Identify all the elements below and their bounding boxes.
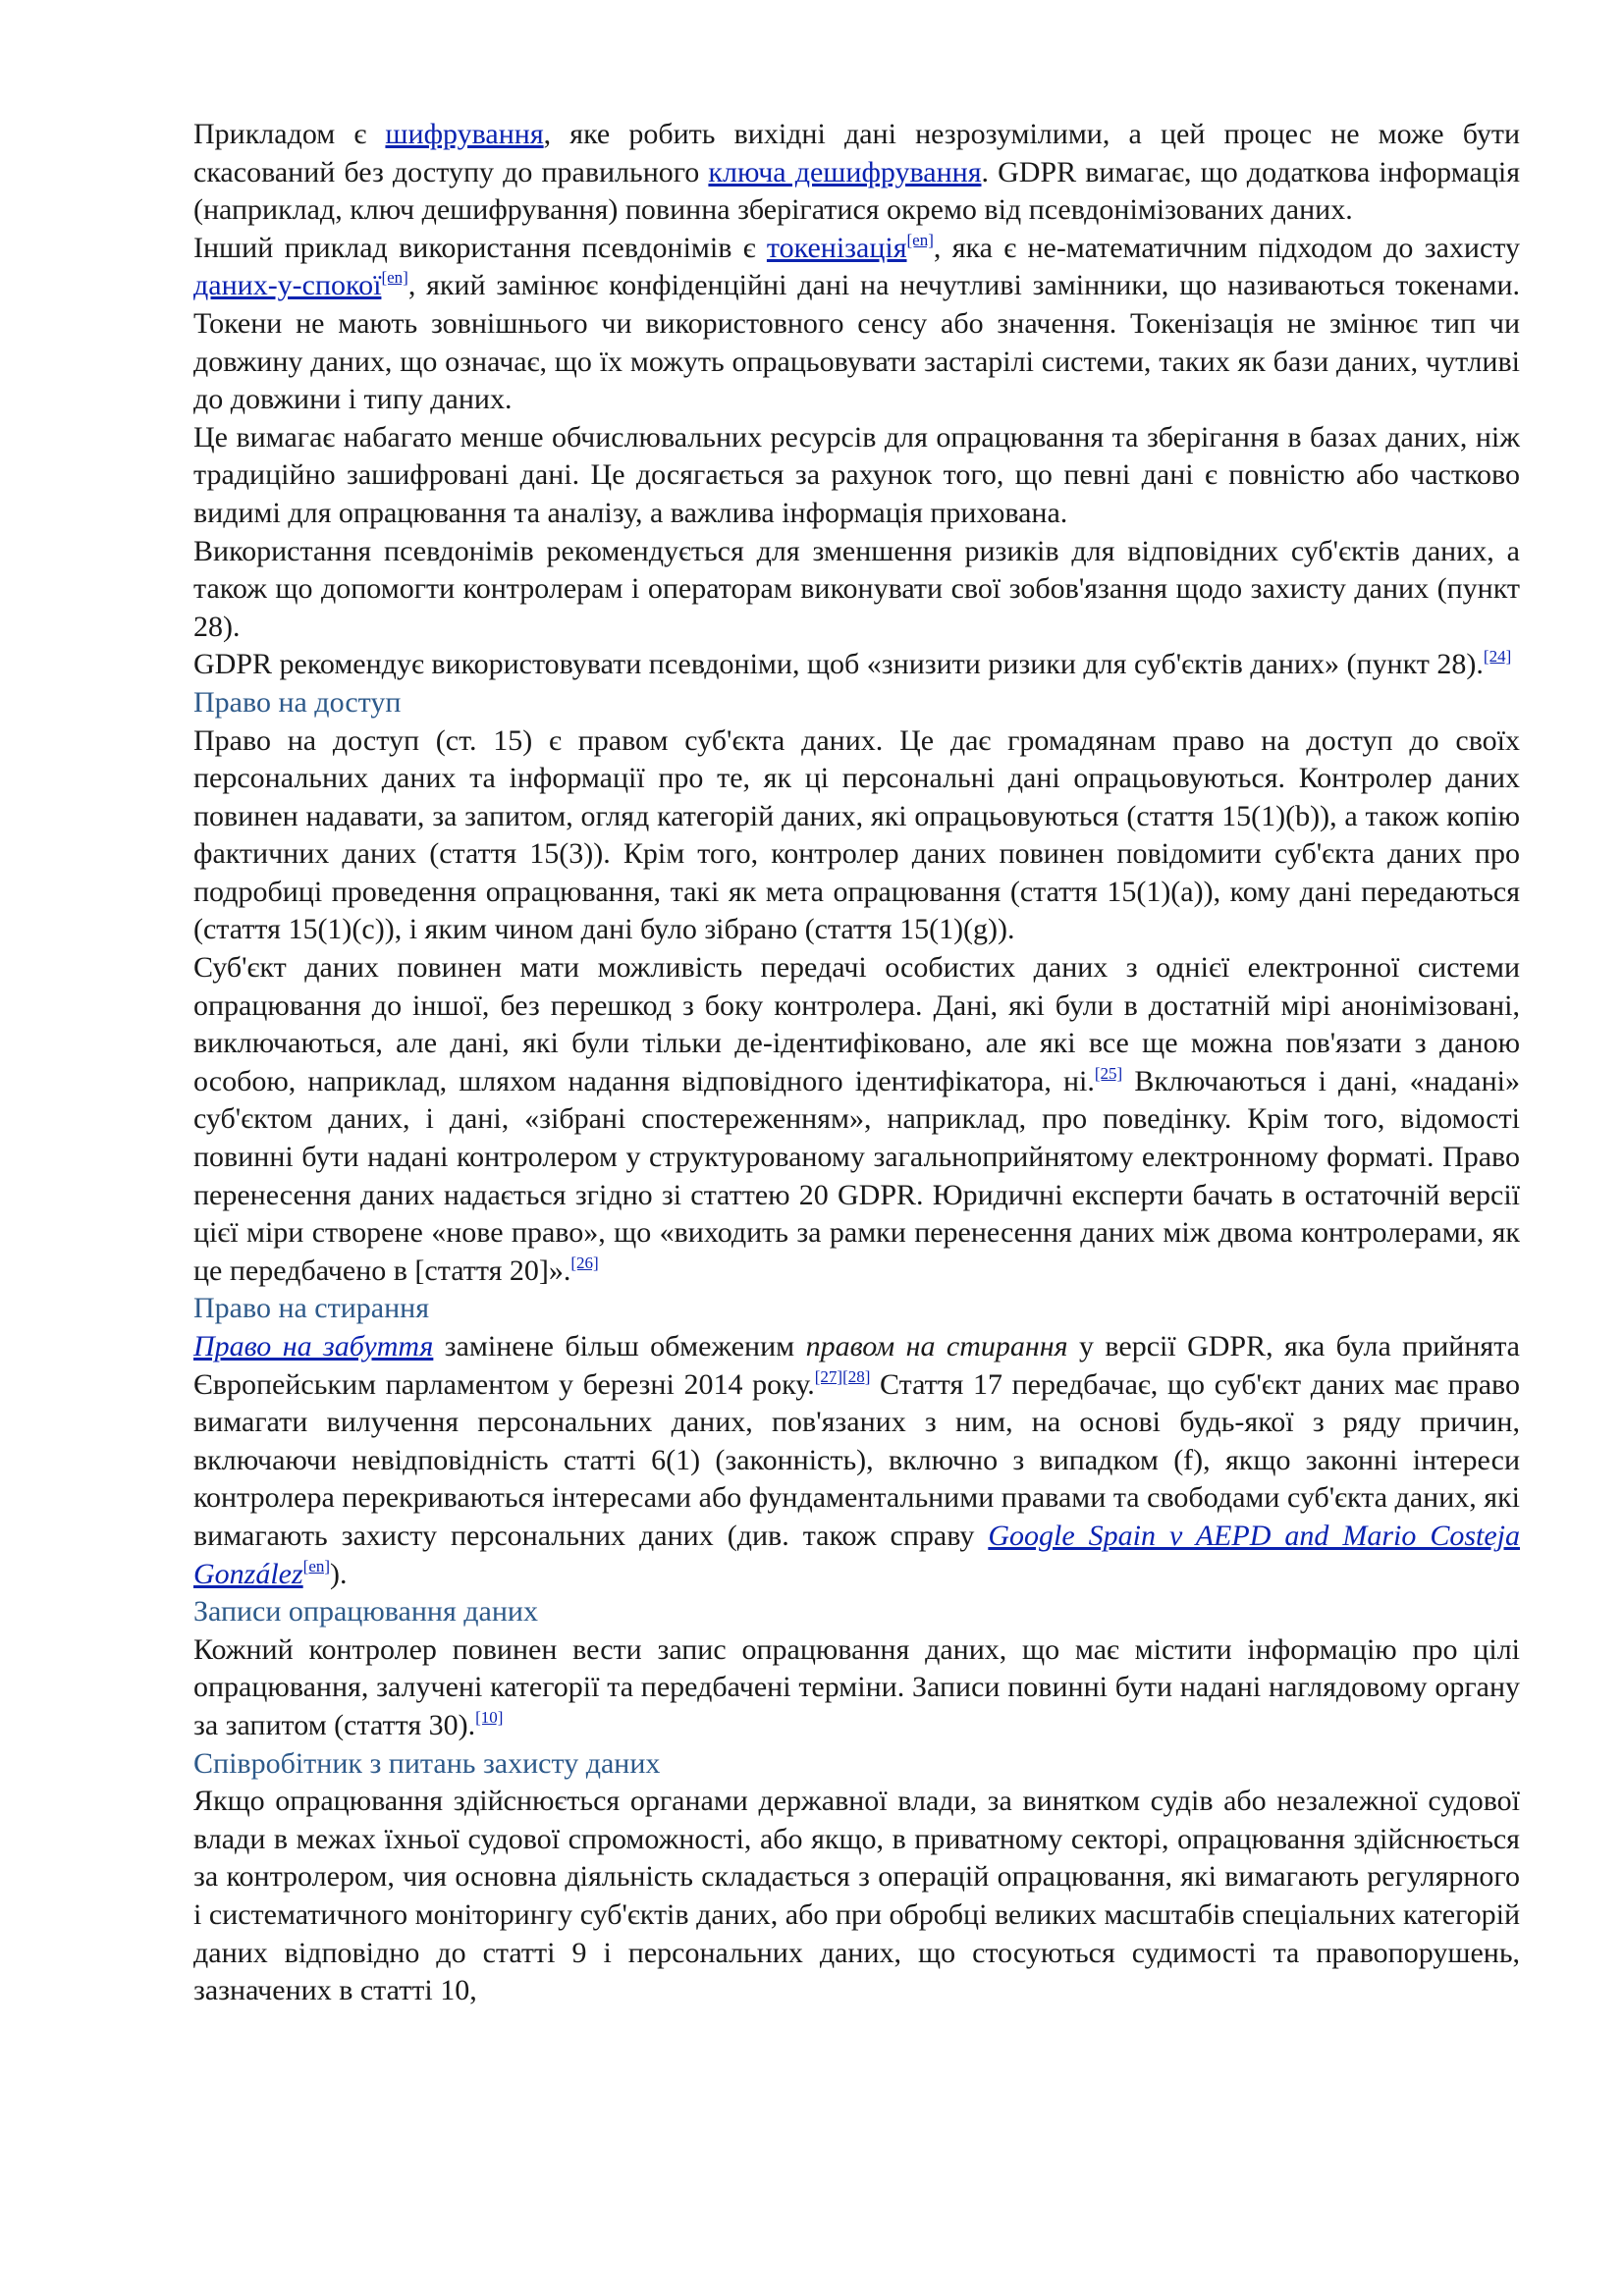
ref-10[interactable]: [10]: [475, 1707, 504, 1727]
paragraph-encryption: Прикладом є шифрування, яке робить вихідні дані незрозумілими, а цей процес не може бути скасований без доступу до правильного ключа дешифрування. GDPR вимагає, що додаткова інформація (наприклад, ключ дешифрування) повинна зберігатися окремо від псевдонімізованих даних.: [193, 118, 1521, 227]
paragraph-tokenization: Інший приклад використання псевдонімів є токенізація[en], яка є не-математичним підходом до захисту даних-у-спокої[en], який замінює конфіденційні дані на нечутливі замінники, що називаються токенами. Токени не мають зовнішнього чи використовного сенсу або значення. Токенізація не змінює тип чи довжину даних, що означає, що їх можуть опрацьовувати застарілі системи, таких як бази даних, чутливі до довжини і типу даних.: [193, 230, 1521, 416]
link-data-at-rest[interactable]: даних-у-спокої: [193, 269, 382, 302]
link-encryption[interactable]: шифрування: [385, 118, 544, 150]
paragraph-right-of-access: Право на доступ (ст. 15) є правом суб'єкта даних. Це дає громадянам право на доступ до своїх персональних даних та інформації про те, як ці персональні дані опрацьовуються. Контролер даних повинен надавати, за запитом, огляд категорій даних, які опрацьовуються (стаття 15(1)(b)), а також копію фактичних даних (стаття 15(3)). Крім того, контролер даних повинен повідомити суб'єкта даних про подробиці проведення опрацювання, такі як мета опрацювання (стаття 15(1)(a)), кому дані передаються (стаття 15(1)(c)), і яким чином дані було зібрано (стаття 15(1)(g)).: [193, 723, 1520, 946]
link-google-spain-case[interactable]: Google Spain v AEPD and Mario Costeja González: [193, 1519, 1521, 1590]
link-decryption-key[interactable]: ключа дешифрування: [708, 155, 982, 188]
heading-processing-records: Записи опрацювання даних: [193, 1595, 538, 1629]
ref-25[interactable]: [25]: [1094, 1063, 1123, 1083]
ref-27[interactable]: [27]: [814, 1366, 843, 1386]
link-right-to-be-forgotten[interactable]: Право на забуття: [193, 1330, 434, 1362]
document-page: [193, 116, 1520, 2010]
paragraph-gdpr-pseudonyms: GDPR рекомендує використовувати псевдоніми, щоб «знизити ризики для суб'єктів даних» (пункт 28).[24]: [193, 647, 1512, 681]
ref-26[interactable]: [26]: [570, 1253, 599, 1272]
link-tokenization[interactable]: токенізація: [766, 231, 907, 264]
paragraph-right-to-erasure: Право на забуття замінене більш обмеженим правом на стирання у версії GDPR, яка була прийнята Європейським парламентом у березні 2014 року.[27][28] Стаття 17 передбачає, що суб'єкт даних має право вимагати вилучення персональних даних, пов'язаних з ним, на основі будь-якої з ряду причин, включаючи невідповідність статті 6(1) (законність), включно з випадком (f), якщо законні інтереси контролера перекриваються інтересами або фундаментальними правами та свободами суб'єкта даних, які вимагають захисту персональних даних (див. також справу Google Spain v AEPD and Mario Costeja González[en]).: [193, 1330, 1521, 1590]
ref-data-at-rest-en[interactable]: [en]: [381, 268, 408, 288]
paragraph-processing-records: Кожний контролер повинен вести запис опрацювання даних, що має містити інформацію про цілі опрацювання, залучені категорії та передбачені терміни. Записи повинні бути надані наглядовому органу за запитом (стаття 30).[10]: [193, 1632, 1520, 1741]
paragraph-computing-resources: Це вимагає набагато менше обчислювальних ресурсів для опрацювання та зберігання в базах даних, ніж традиційно зашифровані дані. Це досягається за рахунок того, що певні дані є повністю або частково видимі для опрацювання та аналізу, а важлива інформація прихована.: [193, 420, 1520, 529]
heading-right-to-erasure: Право на стирання: [193, 1292, 430, 1325]
ref-24[interactable]: [24]: [1483, 647, 1512, 667]
ref-28[interactable]: [28]: [842, 1366, 871, 1386]
heading-data-protection-officer: Співробітник з питань захисту даних: [193, 1746, 661, 1780]
heading-right-of-access: Право на доступ: [193, 685, 402, 719]
paragraph-data-protection-officer: Якщо опрацювання здійснюється органами державної влади, за винятком судів або незалежної судової влади в межах їхньої судової спроможності, або якщо, в приватному секторі, опрацювання здійснюється за контролером, чия основна діяльність складається з операцій опрацювання, які вимагають регулярного і систематичного моніторингу суб'єктів даних, або при обробці великих масштабів спеціальних категорій даних відповідно до статті 9 і персональних даних, що стосуються судимості та правопорушень, зазначених в статті 10,: [193, 1785, 1520, 2007]
ref-tokenization-en[interactable]: [en]: [906, 230, 934, 249]
paragraph-data-portability: Суб'єкт даних повинен мати можливість передачі особистих даних з однієї електронної системи опрацювання до іншої, без перешкод з боку контролера. Дані, які були в достатній мірі анонімізовані, виключаються, але дані, які були тільки де-ідентифіковано, але які все ще можна пов'язати з даною особою, наприклад, шляхом надання відповідного ідентифікатора, ні.[25] Включаються і дані, «надані» суб'єктом даних, і дані, «зібрані спостереженням», наприклад, про поведінку. Крім того, відомості повинні бути надані контролером у структурованому загальноприйнятому електронному форматі. Право перенесення даних надається згідно зі статтею 20 GDPR. Юридичні експерти бачать в остаточній версії цієї міри створене «нове право», що «виходить за рамки перенесення даних між двома контролерами, як це передбачено в [стаття 20]».[26]: [193, 951, 1520, 1287]
paragraph-pseudonym-recommendation: Використання псевдонімів рекомендується для зменшення ризиків для відповідних суб'єктів даних, а також що допомогти контролерам і операторам виконувати свої зобов'язання щодо захисту даних (пункт 28).: [193, 534, 1520, 643]
ref-google-spain-en[interactable]: [en]: [302, 1556, 331, 1575]
